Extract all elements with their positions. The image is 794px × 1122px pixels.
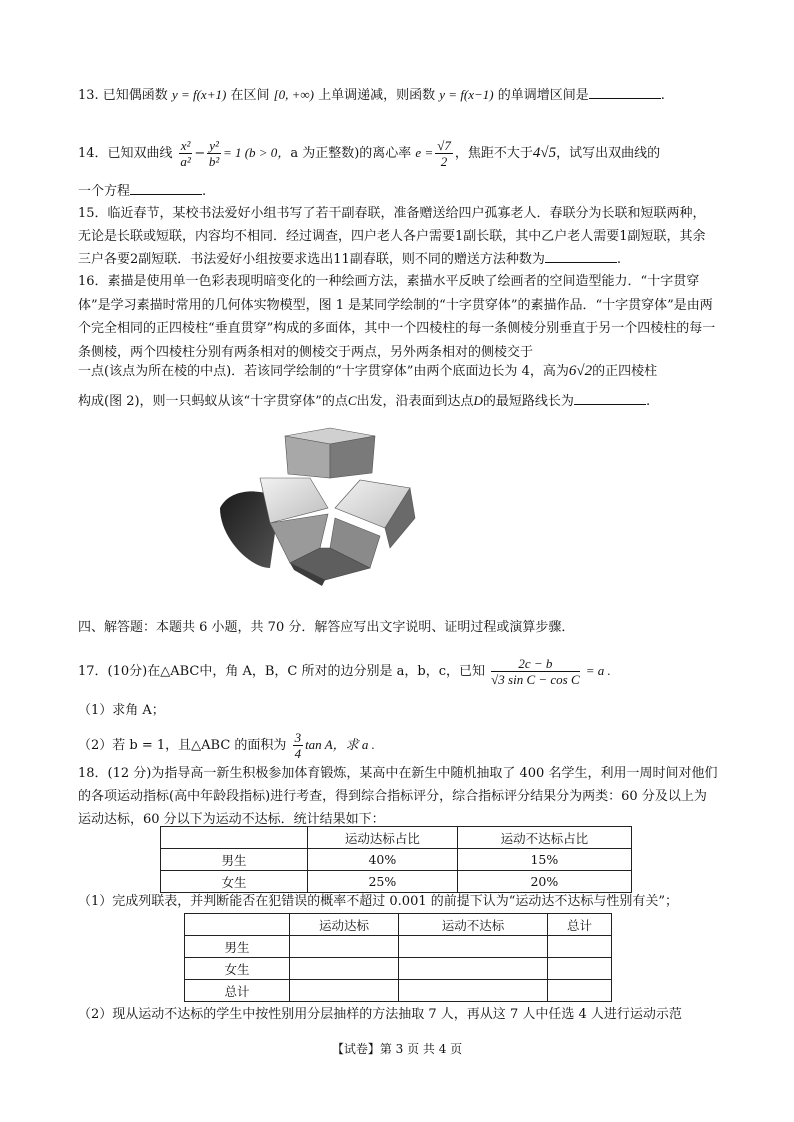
stats-table: 运动达标占比 运动不达标占比 男生 40% 15% 女生 25% 20% xyxy=(160,826,632,893)
question-16-line5: 构成(图 2)，则一只蚂蚁从该“十字贯穿体”的点C出发，沿表面到达点D的最短路线长为 . xyxy=(78,390,650,413)
fill-cell[interactable] xyxy=(290,980,399,1002)
contingency-table: 运动达标 运动不达标 总计 男生 女生 总计 xyxy=(184,913,612,1002)
question-16-line4: 一点(该点为所在棱的中点)．若该同学绘制的“十字贯穿体”由两个底面边长为 4，高为6√2的正四棱柱 xyxy=(78,363,658,379)
question-18-part1: （1）完成列联表，并判断能否在犯错误的概率不超过 0.001 的前提下认为“运动达不达标与性别有关”； xyxy=(78,894,679,909)
table-row: 总计 xyxy=(185,980,612,1002)
answer-blank-15[interactable] xyxy=(545,248,617,263)
fill-cell[interactable] xyxy=(399,958,548,980)
table-row: 男生 xyxy=(185,936,612,958)
question-13: 13. 已知偶函数 y = f(x+1) 在区间 [0, +∞) 上单调递减，则函数 y = f(x−1) 的单调增区间是 . xyxy=(78,84,665,107)
question-15: 15．临近春节，某校书法爱好小组书写了若干副春联，准备赠送给四户孤寡老人．春联分为长联和短联两种，无论是长联或短联，内容均不相同．经过调查，四户老人各户需要1副长联，其中乙户老人需要1副短联，其余三户各要2副短联．书法爱好小组按要求选出11副春联，则不同的赠送方法种数为 . xyxy=(78,206,706,267)
answer-blank-13[interactable] xyxy=(589,84,661,99)
question-18-part2: （2）现从运动不达标的学生中按性别用分层抽样的方法抽取 7 人，再从这 7 人中任选 4 人进行运动示范 xyxy=(78,1007,682,1022)
fraction-eccentricity: $\frac{√7}{2}$ xyxy=(437,138,451,169)
fill-cell[interactable] xyxy=(399,980,548,1002)
fill-cell[interactable] xyxy=(548,980,612,1002)
fill-cell[interactable] xyxy=(548,936,612,958)
fraction-17: $\frac{2c - b}{\text{√3 sin C − cos C}}$ xyxy=(491,656,580,687)
fill-cell[interactable] xyxy=(290,936,399,958)
question-14: 14．已知双曲线 $\frac{\text{x²}}{\text{a²}}$ − $\frac{\text{y²}}{\text{b²}}$ = 1 (b > 0，a 为正整数)的离心率 e = $\frac{√7}{2}$ ，焦距不大于4√5，试写出双曲线的 xyxy=(78,138,661,169)
table-row: 女生 25% 20% xyxy=(161,871,632,893)
fill-cell[interactable] xyxy=(290,958,399,980)
cross-solid-figure xyxy=(210,418,430,598)
fill-cell[interactable] xyxy=(548,958,612,980)
section-4-heading: 四、解答题：本题共 6 小题，共 70 分．解答应写出文字说明、证明过程或演算步骤． xyxy=(78,620,575,635)
question-16: 16．素描是使用单一色彩表现明暗变化的一种绘画方法，素描水平反映了绘画者的空间造型能力．“十字贯穿体”是学习素描时常用的几何体实物模型，图 1 是某同学绘制的“十字贯穿体”的素描作品．“十字贯穿体”是由两个完全相同的正四棱柱“垂直贯穿”构成的多面体，其中一个四棱柱的每一条侧棱分别垂直于另一个四棱柱的每一条侧棱，两个四棱柱分别有两条相对的侧棱交于两点，另外两条相对的侧棱交于 xyxy=(78,274,716,360)
table-row: 男生 40% 15% xyxy=(161,849,632,871)
fill-cell[interactable] xyxy=(399,936,548,958)
question-17-part2: （2）若 b = 1，且△ABC 的面积为 $\frac{3}{4}$ tan A，求 a . xyxy=(78,730,375,761)
table-row: 女生 xyxy=(185,958,612,980)
question-14-line2: 一个方程 . xyxy=(78,180,206,203)
fraction-3-4: $\frac{3}{4}$ xyxy=(294,730,302,761)
question-17: 17．(10分)在△ABC中，角 A，B，C 所对的边分别是 a，b，c，已知 $\frac{2c - b}{\text{√3 sin C − cos C}}$ = a . xyxy=(78,656,611,687)
fraction-y2-b2: $\frac{\text{y²}}{\text{b²}}$ xyxy=(208,138,220,169)
answer-blank-16[interactable] xyxy=(574,390,646,405)
page-footer: 【试卷】第 3 页 共 4 页 xyxy=(331,1042,463,1056)
fraction-x2-a2: $\frac{\text{x²}}{\text{a²}}$ xyxy=(180,138,191,169)
question-18: 18．(12 分)为指导高一新生积极参加体育锻炼，某高中在新生中随机抽取了 400 名学生，利用一周时间对他们的各项运动指标(高中年龄段指标)进行考查，得到综合指标评分，综合指标评分结果分为两类：60 分及以上为运动达标，60 分以下为运动不达标．统计结果如下： xyxy=(78,766,718,827)
question-17-part1: （1）求角 A； xyxy=(78,703,165,718)
answer-blank-14[interactable] xyxy=(130,180,202,195)
